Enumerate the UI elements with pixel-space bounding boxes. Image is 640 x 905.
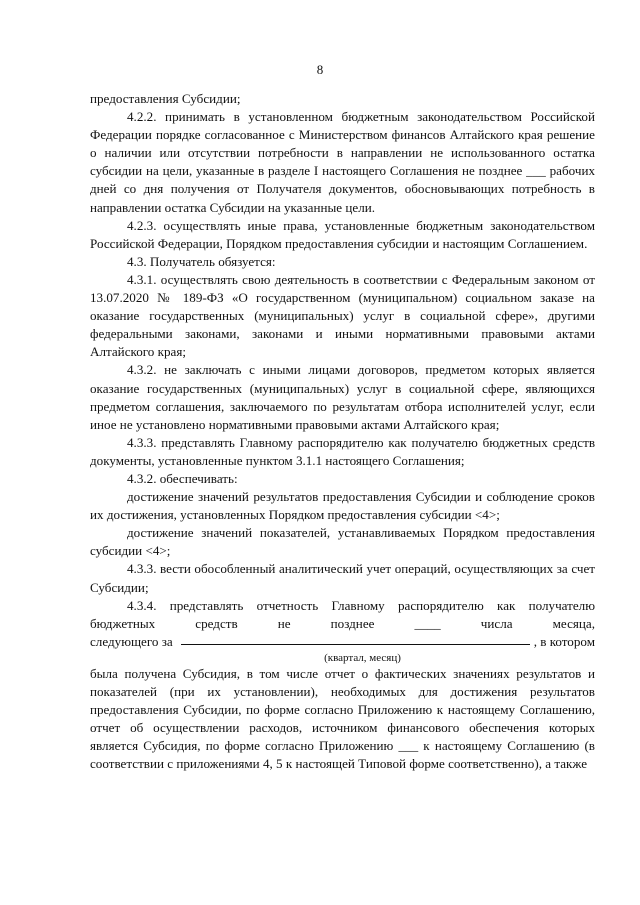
- paragraph-list: [90, 90, 595, 633]
- document-body: [90, 90, 595, 773]
- paragraph-p8: достижение значений результатов предоставления Субсидии и соблюдение сроков их достижения, установленных Порядком предоставления субсидии <4>;: [90, 489, 595, 523]
- paragraph-p4: 4.3.1. осуществлять свою деятельность в соответствии с Федеральным законом от 13.07.2020 № 189-ФЗ «О государственном (муниципальном) социальном заказе на оказание государственных (муниципальных) услуг в социальной сфере», другими федеральными законами, законами и иными нормативными правовыми актами Алтайского края;: [90, 271, 595, 360]
- paragraph-p5: 4.3.2. не заключать с иными лицами договоров, предметом которых является оказание государственных (муниципальных) услуг в социальной сфере, являющихся предметом соглашения, заключаемого по результатам отбора исполнителей услуг, если иное не установлено нормативными правовыми актами Алтайского края;: [90, 362, 595, 432]
- paragraph-p3: 4.3. Получатель обязуется:: [127, 253, 276, 269]
- paragraph-p9: достижение значений показателей, устанавливаемых Порядком предоставления субсидии <4>;: [90, 525, 595, 559]
- deadline-line: [90, 633, 595, 651]
- deadline-prefix: следующего за: [90, 633, 173, 649]
- paragraph-p11: 4.3.4. представлять отчетность Главному распорядителю как получателю бюджетных средств не позднее ____ числа месяца,: [90, 597, 595, 631]
- paragraph-p1: 4.2.2. принимать в установленном бюджетным законодательством Российской Федерации порядке согласованное с Министерством финансов Алтайского края решение о наличии или отсутствии потребности в направлении не использованного остатка субсидии на цели, указанные в разделе I настоящего Соглашения не позднее ___ рабочих дней со дня получения от Получателя документов, обосновывающих потребность в направлении остатка Субсидии на указанные цели.: [90, 109, 595, 215]
- paragraph-p6: 4.3.3. представлять Главному распорядителю как получателю бюджетных средств документы, установленные пунктом 3.1.1 настоящего Соглашения;: [90, 434, 595, 468]
- paragraph-p0: предоставления Субсидии;: [90, 91, 241, 106]
- period-caption: (квартал, месяц): [324, 651, 401, 664]
- paragraph-p10: 4.3.3. вести обособленный аналитический учет операций, осуществляющих за счет Субсидии;: [90, 561, 595, 595]
- period-blank: [181, 633, 530, 645]
- paragraph-p7: 4.3.2. обеспечивать:: [127, 470, 238, 486]
- paragraph-p2: 4.2.3. осуществлять иные права, установленные бюджетным законодательством Российской Федерации, Порядком предоставления субсидии и настоящим Соглашением.: [90, 217, 595, 251]
- final-paragraph: была получена Субсидия, в том числе отчет о фактических значениях результатов и показателей (при их установлении), необходимых для достижения результатов предоставления Субсидии, по форме согласно Приложению к настоящему Соглашению, отчет об осуществлении расходов, источником финансового обеспечения которых является Субсидия, по форме согласно Приложению ___ к настоящему Соглашению (в соответствии с приложениями 4, 5 к настоящей Типовой форме соответственно), а также: [90, 665, 595, 772]
- deadline-suffix: , в котором: [533, 633, 595, 649]
- page-number: 8: [316, 62, 324, 77]
